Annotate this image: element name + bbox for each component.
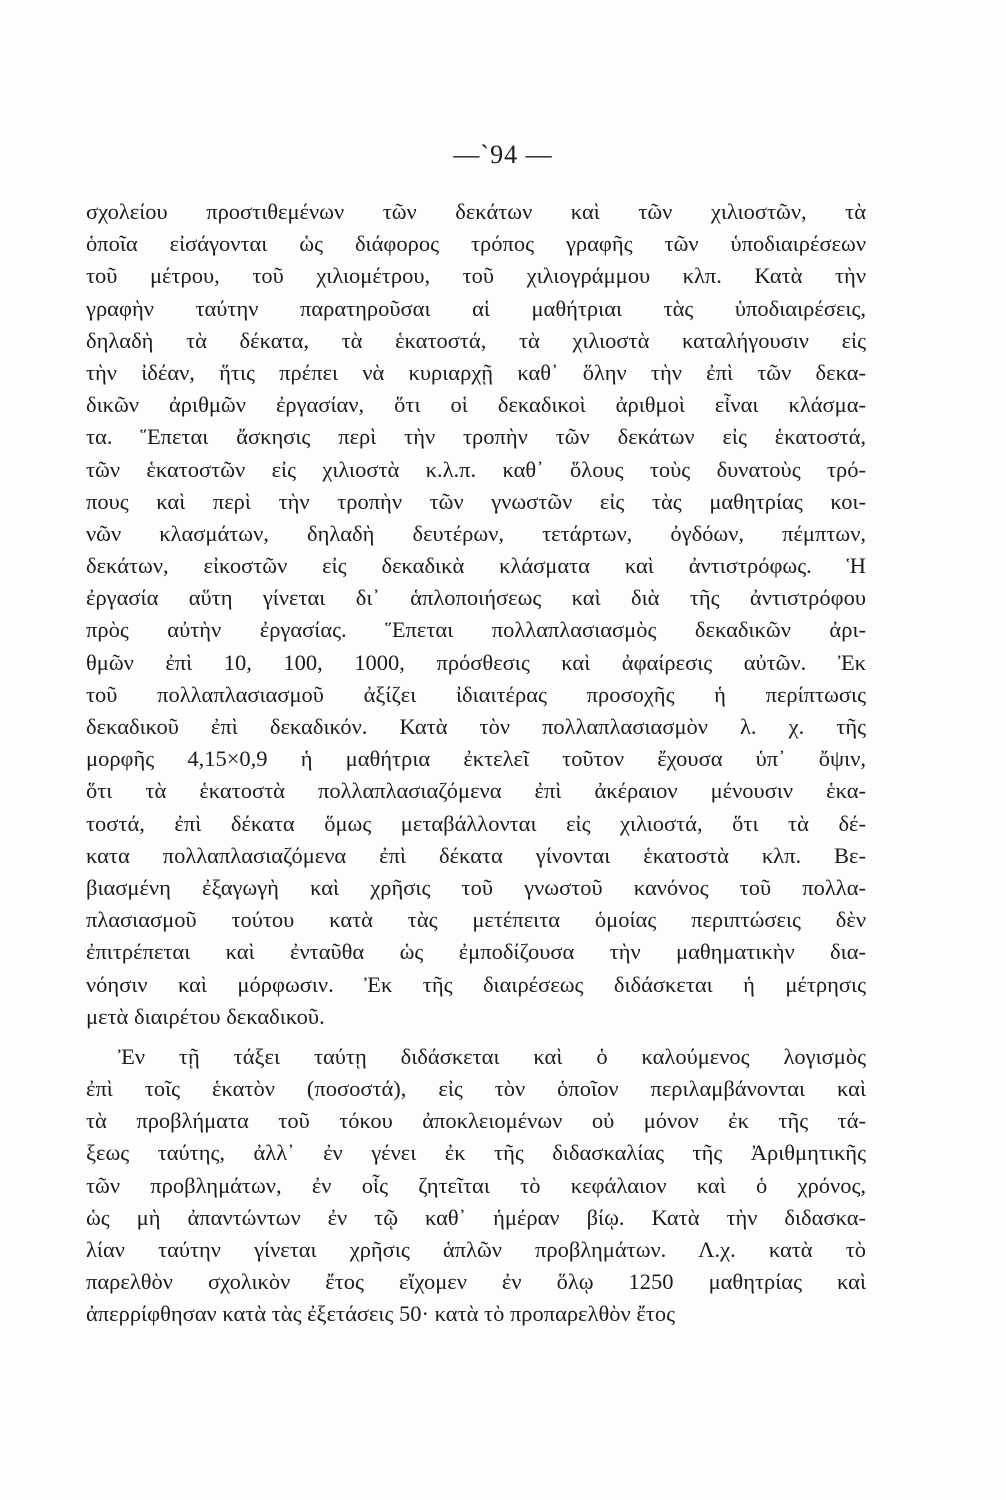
text-line: ἐπὶ τοῖς ἑκατὸν (ποσοστά), εἰς τὸν ὁποῖον περιλαμβάνονται καὶ xyxy=(86,1076,866,1102)
paragraph-gap xyxy=(86,1033,866,1041)
text-line: ἐργασία αὕτη γίνεται δι᾿ ἁπλοποιήσεως καὶ διὰ τῆς ἀντιστρόφου xyxy=(86,585,866,611)
text-line: τα. Ἕπεται ἄσκησις περὶ τὴν τροπὴν τῶν δεκάτων εἰς ἑκατοστά, xyxy=(86,424,866,450)
text-line: ὅτι τὰ ἑκατοστὰ πολλαπλασιαζόμενα ἐπὶ ἀκέραιον μένουσιν ἑκα- xyxy=(86,778,866,804)
text-line: τοῦ πολλαπλασιασμοῦ ἀξίζει ἰδιαιτέρας προσοχῆς ἡ περίπτωσις xyxy=(86,681,866,707)
text-line: πρὸς αὐτὴν ἐργασίας. Ἕπεται πολλαπλασιασμὸς δεκαδικῶν ἀρι- xyxy=(86,617,866,643)
text-line: ὡς μὴ ἀπαντώντων ἐν τῷ καθ᾿ ἡμέραν βίῳ. Κατὰ τὴν διδασκα- xyxy=(86,1204,866,1230)
text-line: γραφὴν ταύτην παρατηροῦσαι αἱ μαθήτριαι τὰς ὑποδιαιρέσεις, xyxy=(86,295,866,321)
text-line: σχολείου προστιθεμένων τῶν δεκάτων καὶ τῶν χιλιοστῶν, τὰ xyxy=(86,199,866,224)
text-line: τὴν ἰδέαν, ἥτις πρέπει νὰ κυριαρχῇ καθ᾿ ὅλην τὴν ἐπὶ τῶν δεκα- xyxy=(86,359,866,385)
text-line: ἀπερρίφθησαν κατὰ τὰς ἐξετάσεις 50· κατὰ τὸ προπαρελθὸν ἔτος xyxy=(86,1301,675,1327)
text-line: τῶν ἑκατοστῶν εἰς χιλιοστὰ κ.λ.π. καθ᾿ ὅλους τοὺς δυνατοὺς τρό- xyxy=(86,456,866,482)
text-line: λίαν ταύτην γίνεται χρῆσις ἁπλῶν προβλημάτων. Λ.χ. κατὰ τὸ xyxy=(86,1237,866,1262)
text-line: δηλαδὴ τὰ δέκατα, τὰ ἑκατοστά, τὰ χιλιοστὰ καταλήγουσιν εἰς xyxy=(86,327,866,353)
text-line: μορφῆς 4,15×0,9 ἡ μαθήτρια ἐκτελεῖ τοῦτον ἔχουσα ὑπ᾿ ὄψιν, xyxy=(86,746,866,772)
text-line: ὁποῖα εἰσάγονται ὡς διάφορος τρόπος γραφῆς τῶν ὑποδιαιρέσεων xyxy=(86,231,866,257)
text-line: τῶν προβλημάτων, ἐν οἷς ζητεῖται τὸ κεφάλαιον καὶ ὁ χρόνος, xyxy=(86,1172,866,1198)
text-line: πους καὶ περὶ τὴν τροπὴν τῶν γνωστῶν εἰς τὰς μαθητρίας κοι- xyxy=(86,488,866,514)
text-line: μετὰ διαιρέτου δεκαδικοῦ. xyxy=(86,1003,325,1029)
page-number: —`94 — xyxy=(453,140,553,169)
text-line: τοῦ μέτρου, τοῦ χιλιομέτρου, τοῦ χιλιογράμμου κλπ. Κατὰ τὴν xyxy=(86,263,866,289)
text-line: δικῶν ἀριθμῶν ἐργασίαν, ὅτι οἱ δεκαδικοὶ ἀριθμοὶ εἶναι κλάσμα- xyxy=(86,392,866,418)
text-line: νῶν κλασμάτων, δηλαδὴ δευτέρων, τετάρτων, ὀγδόων, πέμπτων, xyxy=(86,520,866,546)
text-line: ἐπιτρέπεται καὶ ἐνταῦθα ὡς ἐμποδίζουσα τὴν μαθηματικὴν δια- xyxy=(86,939,866,965)
paragraph xyxy=(86,196,866,1033)
text-line: δεκάτων, εἰκοστῶν εἰς δεκαδικὰ κλάσματα καὶ ἀντιστρόφως. Ἡ xyxy=(86,553,866,579)
text-line: πλασιασμοῦ τούτου κατὰ τὰς μετέπειτα ὁμοίας περιπτώσεις δὲν xyxy=(86,907,866,933)
text-line: θμῶν ἐπὶ 10, 100, 1000, πρόσθεσις καὶ ἀφαίρεσις αὐτῶν. Ἐκ xyxy=(86,649,866,675)
text-line: δεκαδικοῦ ἐπὶ δεκαδικόν. Κατὰ τὸν πολλαπλασιασμὸν λ. χ. τῆς xyxy=(86,714,866,739)
text-line: παρελθὸν σχολικὸν ἔτος εἴχομεν ἐν ὅλῳ 1250 μαθητρίας καὶ xyxy=(86,1269,866,1295)
text-line: βιασμένη ἐξαγωγὴ καὶ χρῆσις τοῦ γνωστοῦ κανόνος τοῦ πολλα- xyxy=(86,874,866,900)
text-line: ξεως ταύτης, ἀλλ᾿ ἐν γένει ἐκ τῆς διδασκαλίας τῆς Ἀριθμητικῆς xyxy=(86,1140,866,1166)
text-line: κατα πολλαπλασιαζόμενα ἐπὶ δέκατα γίνονται ἑκατοστὰ κλπ. Βε- xyxy=(86,842,866,868)
body-text xyxy=(86,196,866,1331)
text-line: Ἐν τῇ τάξει ταύτῃ διδάσκεται καὶ ὁ καλούμενος λογισμὸς xyxy=(118,1043,866,1069)
paragraph xyxy=(86,1041,866,1331)
text-line: τὰ προβλήματα τοῦ τόκου ἀποκλειομένων οὐ μόνον ἐκ τῆς τά- xyxy=(86,1108,866,1134)
text-line: τοστά, ἐπὶ δέκατα ὅμως μεταβάλλονται εἰς χιλιοστά, ὅτι τὰ δέ- xyxy=(86,810,866,836)
text-line: νόησιν καὶ μόρφωσιν. Ἐκ τῆς διαιρέσεως διδάσκεται ἡ μέτρησις xyxy=(86,971,866,997)
